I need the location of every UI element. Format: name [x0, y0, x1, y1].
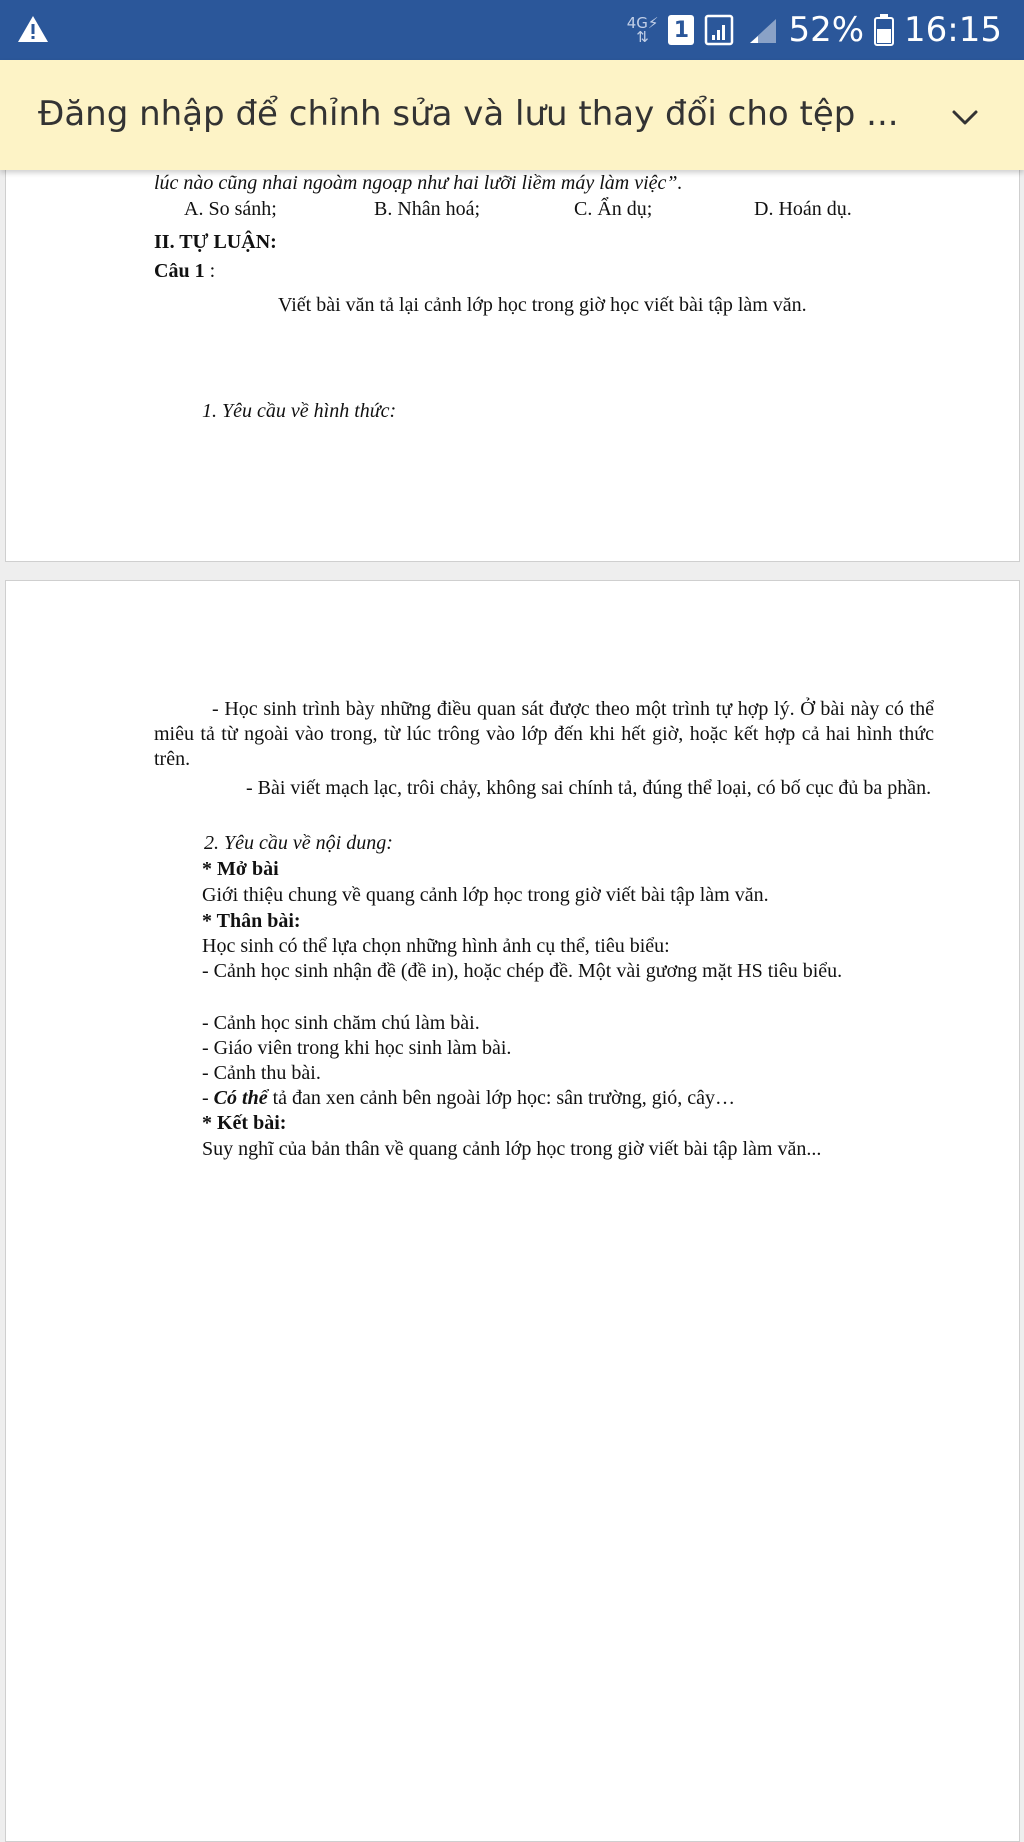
sign-in-banner[interactable] — [0, 60, 1024, 170]
signal-bars-icon — [748, 15, 778, 45]
status-bar — [0, 0, 1024, 60]
warning-icon — [16, 14, 50, 44]
chevron-down-icon[interactable] — [946, 98, 984, 136]
option-b: B. Nhân hoá; — [374, 198, 481, 220]
question-suffix: : — [204, 260, 216, 282]
section-title: II. TỰ LUẬN: — [154, 231, 277, 253]
body-item-5-rest: tả đan xen cảnh bên ngoài lớp học: sân trường, gió, cây… — [267, 1087, 735, 1109]
body-item-1: - Cảnh học sinh nhận đề (đề in), hoặc chép đề. Một vài gương mặt HS tiêu biểu. — [202, 960, 843, 982]
document-page-2 — [5, 580, 1020, 1842]
battery-icon — [874, 14, 894, 46]
network-type-icon: 4G⚡ ⇅ — [626, 14, 659, 46]
conclusion-text: Suy nghĩ của bản thân về quang cảnh lớp học trong giờ viết bài tập làm văn... — [202, 1138, 822, 1160]
body-item-5-emphasis: Có thể — [213, 1087, 268, 1109]
question-label — [154, 259, 215, 283]
form-heading: 1. Yêu cầu về hình thức: — [202, 400, 397, 422]
body-item-4: - Cảnh thu bài. — [202, 1062, 321, 1084]
conclusion-heading: * Kết bài: — [202, 1112, 287, 1134]
sim-slot-icon: 1 — [668, 15, 694, 45]
paragraph-form-1: - Học sinh trình bày những điều quan sát được theo một trình tự hợp lý. Ở bài này có thể miêu tả từ ngoài vào trong, từ lúc trông vào lớp đến khi hết giờ, hoặc kết hợp cả hai hình thức trên. — [154, 698, 934, 770]
body-item-2: - Cảnh học sinh chăm chú làm bài. — [202, 1012, 480, 1034]
intro-text: Giới thiệu chung về quang cảnh lớp học trong giờ viết bài tập làm văn. — [202, 884, 769, 906]
question-number: Câu 1 — [154, 260, 205, 282]
question-text: Viết bài văn tả lại cảnh lớp học trong giờ học viết bài tập làm văn. — [278, 294, 807, 316]
document-page-1 — [5, 150, 1020, 562]
content-heading: 2. Yêu cầu về nội dung: — [204, 832, 393, 854]
option-a: A. So sánh; — [184, 198, 277, 220]
paragraph-form-2: - Bài viết mạch lạc, trôi chảy, không sai chính tả, đúng thể loại, có bố cục đủ ba phần. — [246, 777, 932, 799]
option-c: C. Ẩn dụ; — [574, 198, 653, 220]
battery-percent: 52% — [788, 10, 865, 50]
intro-heading: * Mở bài — [202, 858, 279, 880]
body-item-3: - Giáo viên trong khi học sinh làm bài. — [202, 1037, 512, 1059]
clock: 16:15 — [904, 10, 1002, 50]
option-d: D. Hoán dụ. — [754, 198, 852, 220]
quote-tail: lúc nào cũng nhai ngoàm ngoạp như hai lưỡi liềm máy làm việc”. — [154, 172, 683, 194]
body-item-5-prefix: - — [202, 1087, 214, 1109]
body-text: Học sinh có thể lựa chọn những hình ảnh cụ thể, tiêu biểu: — [202, 935, 670, 957]
body-item-5 — [202, 1086, 735, 1110]
body-heading: * Thân bài: — [202, 910, 301, 932]
signal-strength-icon — [704, 13, 738, 47]
sign-in-banner-message[interactable]: Đăng nhập để chỉnh sửa và lưu thay đổi cho tệp ... — [38, 94, 899, 134]
